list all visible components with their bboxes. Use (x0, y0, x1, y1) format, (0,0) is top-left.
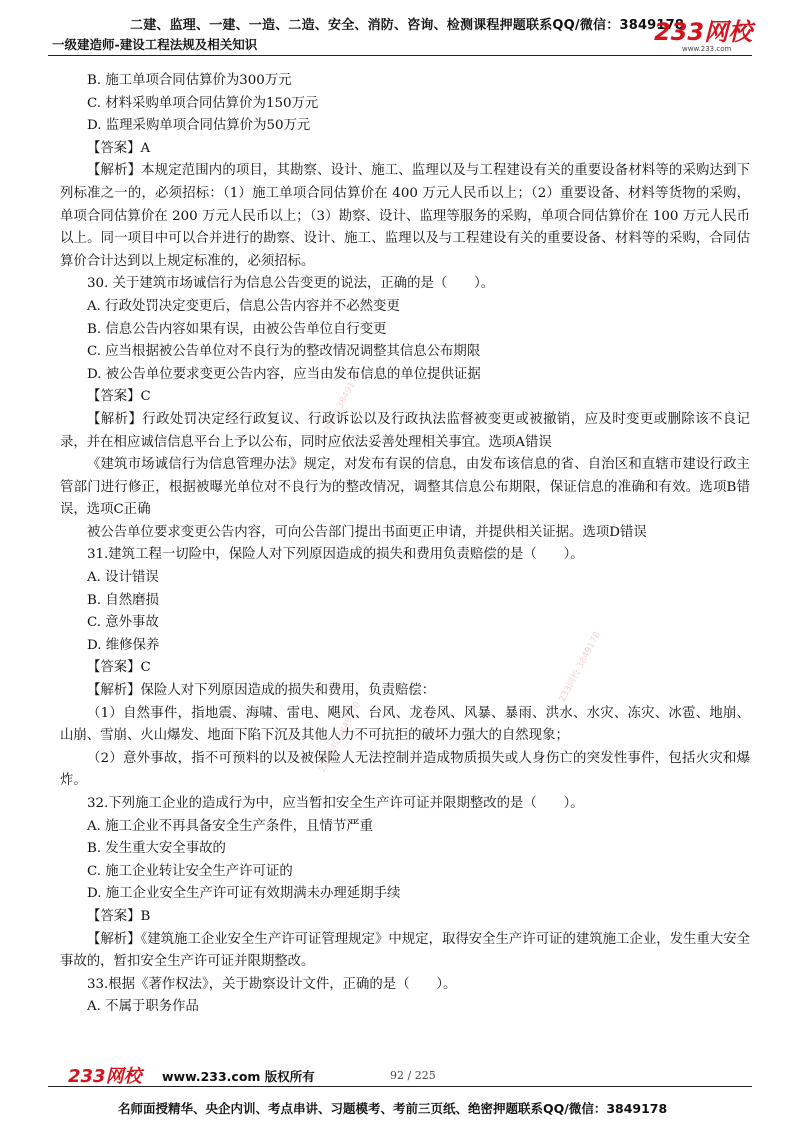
analysis-paragraph: （1）自然事件，指地震、海啸、雷电、飓风、台风、龙卷风、风暴、暴雨、洪水、水灾、冻灾、冰雹、地崩、山崩、雪崩、火山爆发、地面下陷下沉及其他人力不可抗拒的破坏力强大的自然现象； (60, 705, 750, 744)
logo-text: 233网校 (654, 18, 753, 46)
analysis-paragraph: 《建筑市场诚信行为信息管理办法》规定，对发布有误的信息，由发布该信息的省、自治区和直辖市建设行政主管部门进行修正，根据被曝光单位对不良行为的整改情况，调整其信息公布期限，保证信息的准确和有效。选项B错误，选项C正确 (60, 457, 750, 518)
option-line: C. 应当根据被公告单位对不良行为的整改情况调整其信息公布期限 (87, 344, 481, 360)
question-line: 31.建筑工程一切险中，保险人对下列原因造成的损失和费用负责赔偿的是（ ）。 (87, 547, 584, 563)
question-line: 30. 关于建筑市场诚信行为信息公告变更的说法，正确的是（ ）。 (87, 276, 495, 292)
watermark: 233网校 3849178 (317, 370, 364, 445)
analysis-paragraph: 被公告单位要求变更公告内容，可向公告部门提出书面更正申请，并提供相关证据。选项D错误 (87, 524, 647, 540)
option-line: A. 施工企业不再具备安全生产条件，且情节严重 (87, 818, 373, 834)
option-line: C. 材料采购单项合同估算价为150万元 (87, 95, 319, 111)
option-line: A. 设计错误 (87, 570, 159, 586)
logo-subtext: www.233.com (682, 45, 732, 53)
brand-logo-top (650, 14, 770, 54)
analysis-paragraph: 【解析】行政处罚决定经行政复议、行政诉讼以及行政执法监督被变更或被撤销，应及时变更或删除该不良记录，并在相应诚信信息平台上予以公布，同时应依法妥善处理相关事宜。选项A错误 (60, 411, 750, 450)
watermark: 233网校 3849178 (317, 700, 364, 775)
logo-graphic (650, 14, 770, 54)
answer-line: 【答案】C (87, 660, 151, 676)
header-divider (48, 55, 752, 56)
document-subject-title: 一级建造师-建设工程法规及相关知识 (52, 37, 258, 52)
option-line: C. 意外事故 (87, 615, 159, 631)
option-line: D. 被公告单位要求变更公告内容，应当由发布信息的单位提供证据 (87, 366, 481, 382)
question-line: 33.根据《著作权法》，关于勘察设计文件，正确的是（ ）。 (87, 976, 457, 992)
analysis-paragraph: 【解析】本规定范围内的项目，其勘察、设计、施工、监理以及与工程建设有关的重要设备材料等的采购达到下列标准之一的，必须招标：（1）施工单项合同估算价在 400 万元人民币以上；（2）重要设备、材料等货物的采购，单项合同估算价在 200 万元人民币以上；（3）勘察、设计、监理等服务的采购，单项合同估算价在 100 万元人民币以上。同一项目中可以合并进行的勘察、设计、施工、监理以及与工程建设有关的重要设备、材料等的采购，合同估算价合计达到以上规定标准的，必须招标。 (60, 163, 750, 269)
answer-line: 【答案】A (87, 140, 151, 156)
option-line: A. 不属于职务作品 (87, 999, 199, 1015)
option-line: B. 发生重大安全事故的 (87, 841, 226, 857)
option-line: C. 施工企业转让安全生产许可证的 (87, 863, 293, 879)
analysis-paragraph: 【解析】保险人对下列原因造成的损失和费用，负责赔偿： (87, 683, 436, 699)
page-number: 92 / 225 (390, 1069, 436, 1082)
option-line: D. 维修保养 (87, 637, 160, 653)
footer-divider (48, 1086, 752, 1087)
option-line: D. 施工企业安全生产许可证有效期满未办理延期手续 (87, 886, 401, 902)
option-line: B. 自然磨损 (87, 592, 159, 608)
answer-line: 【答案】C (87, 389, 151, 405)
option-line: A. 行政处罚决定变更后，信息公告内容并不必然变更 (87, 298, 400, 314)
analysis-paragraph: 【解析】《建筑施工企业安全生产许可证管理规定》中规定，取得安全生产许可证的建筑施工企业，发生重大安全事故的，暂扣安全生产许可证并限期整改。 (60, 931, 750, 970)
analysis-paragraph: （2）意外事故，指不可预料的以及被保险人无法控制并造成物质损失或人身伤亡的突发性事件，包括火灾和爆炸。 (60, 750, 750, 789)
document-body (60, 70, 750, 1019)
answer-line: 【答案】B (87, 908, 151, 924)
footer-promo-line: 名师面授精华、央企内训、考点串讲、习题模考、考前三页纸、绝密押题联系QQ/微信：3849178 (118, 1101, 668, 1116)
footer-copyright: www.233.com 版权所有 (162, 1069, 315, 1084)
header-promo-line: 二建、监理、一建、一造、二造、安全、消防、咨询、检测课程押题联系QQ/微信：3849178 (130, 18, 685, 33)
watermark: 233网校 3849178 (557, 630, 604, 705)
question-line: 32.下列施工企业的造成行为中，应当暂扣安全生产许可证并限期整改的是（ ）。 (87, 796, 584, 811)
logo-graphic (68, 1064, 152, 1086)
brand-logo-bottom (68, 1064, 152, 1086)
logo-text: 233网校 (68, 1066, 142, 1086)
option-line: B. 信息公告内容如果有误，由被公告单位自行变更 (87, 321, 387, 337)
option-line: D. 监理采购单项合同估算价为50万元 (87, 118, 311, 134)
option-line: B. 施工单项合同估算价为300万元 (87, 73, 292, 88)
